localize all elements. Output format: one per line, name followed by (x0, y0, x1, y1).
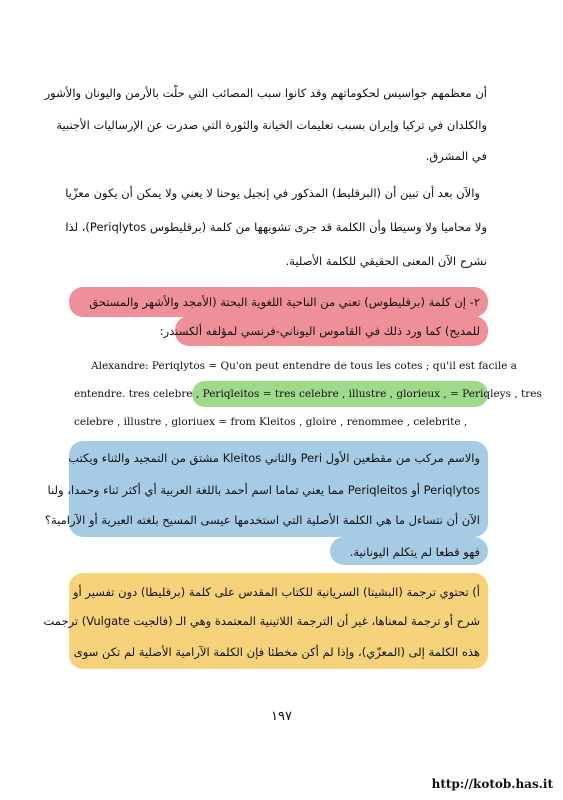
text-line: والكلدان في تركيا وإيران بسبب تعليمات الخيانة والثورة التي صدرت عن الإرساليات الأجنبية (56, 118, 487, 132)
text-line: ولا محاميا ولا وسيطا وأن الكلمة قد جرى تشويهها من كلمة (برقليطوس Periqlytos)، لذا (65, 220, 487, 234)
french-line: celebre , illustre , gloriuex = from Kleitos , gloire , renommee , celebrite , (74, 416, 468, 428)
text-line: في المشرق. (425, 149, 487, 163)
source-url: http://kotob.has.it (431, 777, 553, 791)
text-line: للمديح) كما ورد ذلك في القاموس اليوناني-فرنسي لمؤلفه ألكسندر: (159, 324, 480, 338)
text-line: نشرح الآن المعنى الحقيقي للكلمة الأصلية. (285, 254, 487, 268)
text-line: الآن أن نتساءل ما هي الكلمة الأصلية التي استخدمها عيسى المسيح بلغته العبرية أو الآرامية؟ (44, 513, 480, 527)
french-line: entendre. tres celebre , Periqleitos = tres celebre , illustre , glorieux , = Periqleys , tres (74, 388, 542, 400)
text-line: Periqlytos أو Periqleitos مما يعني تماما اسم أحمد باللغة العربية أي أكثر ثناء وحمدا، ولنا (47, 483, 480, 497)
french-line: Alexandre: Periqlytos = Qu'on peut entendre de tous les cotes ; qu'il est facile a (91, 360, 517, 372)
page-number: ١٩٧ (271, 709, 292, 724)
text-line: فهو قطعا لم يتكلم اليونانية. (349, 545, 480, 559)
text-line: والآن بعد أن تبين أن (البرقليط) المذكور في إنجيل يوحنا لا يعني ولا يمكن أن يكون معزّيا (65, 186, 480, 200)
text-line: أ) تحتوي ترجمة (البشيتا) السريانية للكتاب المقدس على كلمة (برقليطا) دون تفسير أو (73, 585, 480, 599)
text-line: والاسم مركب من مقطعين الأول Peri والثاني Kleitos مشتق من التمجيد والثناء ويكتب (68, 451, 480, 465)
text-line: ٢- إن كلمة (برقليطوس) تعني من الناحية اللغوية البحتة (الأمجد والأشهر والمستحق (89, 295, 480, 309)
text-line: أن معظمهم جواسيس لحكوماتهم وقد كانوا سبب المصائب التي حلّت بالأرمن واليونان والأشور (44, 86, 487, 100)
text-line: شرح أو ترجمة لمعناها، غير أن الترجمة اللاتينية المعتمدة وهي الـ (فالجيت Vulgate) ترجمت (43, 614, 480, 628)
text-line: هذه الكلمة إلى (المعزّي)، وإذا لم أكن مخطئا فإن الكلمة الآرامية الأصلية لم تكن سوى (73, 645, 480, 659)
